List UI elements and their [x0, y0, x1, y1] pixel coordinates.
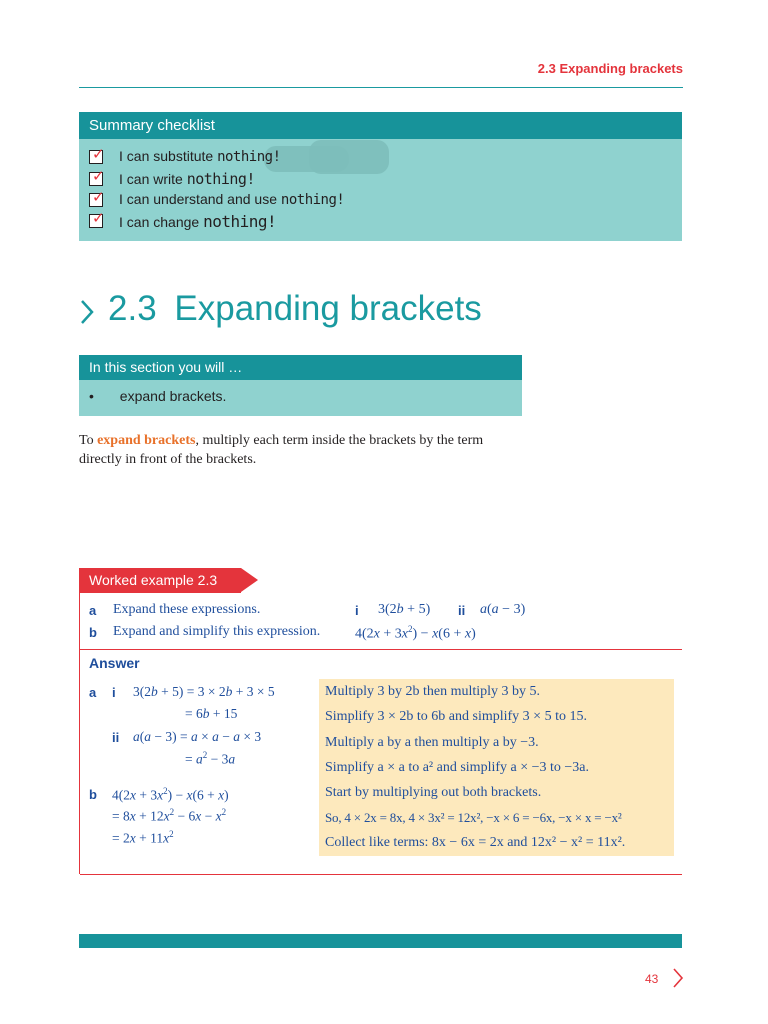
intro-text: , multiply each term inside the brackets by the term directly in front of the brackets.: [79, 433, 484, 467]
intro-text: To: [79, 433, 98, 448]
checklist-item-text: I can change: [119, 214, 200, 230]
expression-i: 3(2b + 5): [378, 602, 431, 617]
summary-checklist: [79, 112, 682, 241]
answer-ii-label: ii: [112, 730, 120, 745]
working-line: $4(2x + 3x^2) - x(6 + x)$: [112, 786, 229, 803]
checklist-item-text: I can substitute: [119, 148, 214, 164]
explanation-step: Multiply 3 by 2b then multiply 3 by 5.: [325, 684, 541, 699]
tick-icon: ✓: [92, 189, 105, 206]
checkbox-icon[interactable]: [89, 210, 105, 228]
chevron-right-icon: [78, 297, 96, 327]
working-line: 3(2b + 5) = 3 × 2b + 3 × 5: [133, 684, 275, 699]
list-item: [89, 388, 226, 404]
working-line: = $2x + 11x^2$: [112, 829, 174, 846]
checklist-header-bar: [79, 112, 682, 139]
handwritten-note: nothing!: [280, 192, 345, 208]
answer-i-label: i: [112, 685, 116, 700]
expression-b: $4(2x + 3x^2) - x(6 + x)$: [355, 624, 476, 642]
expression-ii: a(a − 3): [480, 602, 526, 617]
working-line: = $a^2 - 3a$: [185, 750, 236, 767]
answer-heading: Answer: [89, 655, 140, 671]
running-head: 2.3 Expanding brackets: [537, 61, 683, 76]
page-number: 43: [645, 972, 659, 986]
intro-paragraph: [79, 431, 519, 469]
explanation-step: Simplify a × a to a² and simplify a × −3 to −3a.: [325, 760, 590, 775]
header-rule: [79, 87, 683, 88]
working-line: a(a − 3) = a × a − a × 3: [133, 729, 262, 744]
tick-icon: ✓: [92, 210, 105, 227]
sub-ii-label: ii: [458, 603, 466, 618]
checklist-item-text: I can write: [119, 171, 183, 187]
explanation-step: So, 4 × 2x = 8x, 4 × 3x² = 12x², −x × 6 = −6x, −x × x = −x²: [325, 810, 622, 825]
in-this-section-header: [79, 355, 522, 380]
in-this-section-box: [79, 355, 522, 416]
answer-a-label: a: [89, 685, 97, 700]
key-term[interactable]: expand brackets: [97, 433, 196, 448]
explanation-step: Start by multiplying out both brackets.: [325, 785, 542, 800]
question-b-label: b: [89, 625, 97, 640]
footer-bar: [79, 934, 682, 948]
handwritten-note: nothing!: [203, 212, 277, 231]
tick-icon: ✓: [92, 146, 105, 163]
question-b-text: Expand and simplify this expression.: [113, 624, 321, 639]
handwritten-note: nothing!: [217, 149, 281, 165]
explanation-step: Simplify 3 × 2b to 6b and simplify 3 × 5 to 15.: [325, 709, 587, 724]
answer-b-label: b: [89, 787, 97, 802]
question-a-label: a: [89, 603, 97, 618]
working-line: = 6b + 15: [185, 706, 238, 721]
next-page-chevron-icon[interactable]: [672, 967, 684, 989]
working-line: = $8x + 12x^2 - 6x - x^2$: [112, 807, 227, 824]
sub-i-label: i: [355, 603, 359, 618]
checkbox-icon[interactable]: [89, 189, 105, 207]
question-a-text: Expand these expressions.: [113, 602, 261, 617]
section-number: 2.3: [108, 289, 157, 328]
tick-icon: ✓: [92, 168, 105, 185]
worked-example-tab: [79, 568, 241, 593]
handwritten-note: nothing!: [186, 170, 255, 188]
checklist-item-text: I can understand and use: [119, 191, 278, 207]
section-title: Expanding brackets: [174, 289, 482, 328]
checklist-title: Summary checklist: [89, 117, 215, 134]
explanation-step: Multiply a by a then multiply a by −3.: [325, 735, 539, 750]
section-heading: [78, 289, 482, 329]
explanation-panel: [319, 679, 674, 856]
checkbox-icon[interactable]: [89, 168, 105, 186]
worked-example-tab-arrow: [241, 568, 258, 592]
list-item-text: expand brackets.: [119, 388, 227, 404]
divider: [80, 874, 682, 875]
scribble-cloud: [309, 140, 389, 174]
checkbox-icon[interactable]: [89, 146, 105, 164]
explanation-step: Collect like terms: 8x − 6x = 2x and 12x² − x² = 11x².: [325, 835, 626, 850]
in-this-section-title: In this section you will …: [89, 359, 243, 375]
divider: [80, 649, 682, 650]
bullet-icon: •: [89, 388, 94, 404]
worked-example-title: Worked example 2.3: [89, 572, 218, 588]
